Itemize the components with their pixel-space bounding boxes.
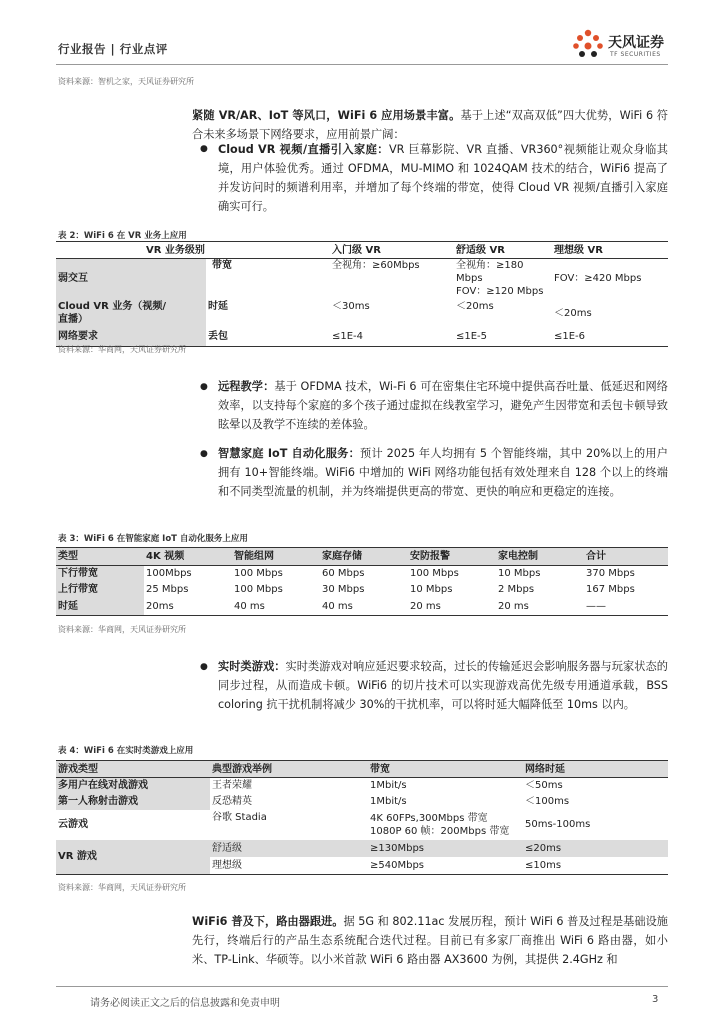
table-cell: 下行带宽: [56, 566, 144, 582]
table-cell: ＜30ms: [332, 301, 370, 312]
header-cell: 入门级 VR: [332, 244, 381, 256]
source-note: 资料来源：智机之家，天风证券研究所: [58, 77, 194, 86]
table-games: [56, 760, 668, 875]
table-cell: [368, 810, 523, 840]
table-cell: 25 Mbps: [146, 584, 189, 595]
table-cell: 时延: [208, 301, 228, 312]
table-cell: 20 ms: [498, 600, 529, 612]
table-cell: 第一人称射击游戏: [56, 794, 210, 810]
header-cell: 带宽: [370, 763, 390, 775]
table-row: [56, 810, 668, 840]
header-cell: 安防报警: [410, 551, 450, 562]
table-cell: ≥130Mbps: [368, 840, 523, 857]
table-cell: [56, 298, 206, 328]
table-cell: 40 ms: [322, 600, 353, 612]
footer-divider: [56, 986, 668, 987]
table-cell: 丢包: [208, 331, 228, 343]
table-cell: ≥540Mbps: [370, 859, 424, 871]
table-cell: 上行带宽: [56, 582, 144, 598]
table-cell: 370 Mbps: [586, 568, 635, 580]
table-cell: ＜50ms: [525, 780, 563, 792]
table-cell: [454, 259, 552, 299]
table-caption: 表 3：WiFi 6 在智能家庭 IoT 自动化服务上应用: [58, 534, 248, 544]
table-vr: [56, 241, 668, 347]
table-cell: ＜20ms: [456, 301, 494, 312]
table-cell: 100Mbps: [146, 568, 192, 580]
table-cell: ≤1E-6: [554, 331, 586, 343]
table-cell: 带宽: [212, 260, 232, 271]
table-cell: 1Mbit/s: [370, 780, 407, 792]
table-source: 资料来源：华商网，天风证券研究所: [58, 625, 186, 634]
header-divider: [56, 64, 668, 65]
bullet-dot: ●: [200, 382, 208, 392]
header-cell: VR 业务级别: [146, 244, 205, 256]
logo-name: 天风证券: [608, 35, 664, 51]
table-row: [56, 778, 668, 794]
intro-bold: 紧随 VR/AR、IoT 等风口，WiFi 6 应用场景丰富。: [192, 109, 461, 122]
table-cell: 反恐精英: [212, 796, 252, 807]
closing-bold: WiFi6 普及下，路由器跟进。: [192, 915, 344, 928]
header-cell: 家电控制: [498, 551, 538, 562]
table-cell: VR 游戏: [56, 840, 210, 875]
table-cell: 167 Mbps: [586, 584, 635, 595]
bullet-cloud-vr: [218, 140, 668, 216]
header-cell: 游戏类型: [58, 763, 98, 775]
intro-text: 基于上述“双高双低”四大优势，WiFi 6 符合未来多场景下网络要求，应用前景广阔：: [192, 109, 668, 141]
table-header-row: [56, 242, 668, 259]
bullet-text: 预计 2025 年人均拥有 5 个智能终端，其中 20%以上的用户拥有 10+智能终端。WiFi6 中增加的 WiFi 网络功能包括有效处理来自 128 个以上的终端和不同类型流量的机制，并为终端提供更高的带宽、更快的响应和更稳定的连接。: [218, 447, 668, 498]
table-cell: 60 Mbps: [322, 568, 365, 580]
table-row: [56, 794, 668, 810]
header-cell: 舒适级 VR: [456, 244, 505, 256]
table-row: [56, 566, 668, 582]
cell-line: 直播）: [58, 314, 88, 325]
table-cell: ＜20ms: [554, 307, 592, 319]
table-source: 资料来源：华商网，天风证券研究所: [58, 883, 186, 892]
table-cell: FOV：≥420 Mbps: [554, 273, 642, 284]
page-number: 3: [652, 994, 659, 1005]
cell-line: Cloud VR 业务（视频/: [58, 301, 166, 312]
footer-disclaimer: 请务必阅读正文之后的信息披露和免责申明: [90, 998, 280, 1009]
cell-line: 4K 60FPs,300Mbps 带宽: [370, 812, 488, 824]
bullet-bold: 实时类游戏：: [218, 660, 286, 673]
table-cell: ≤10ms: [525, 859, 562, 871]
table-cell: 40 ms: [234, 600, 265, 612]
table-cell: 谷歌 Stadia: [212, 811, 267, 823]
table-row: [56, 259, 668, 299]
table-row: [56, 582, 668, 598]
table-cell: ＜100ms: [525, 796, 570, 807]
table-cell: 10 Mbps: [410, 584, 453, 595]
table-source: 资料来源：华商网，天风证券研究所: [58, 345, 186, 354]
bullet-smart-home: [218, 444, 668, 501]
table-cell: ≤1E-5: [456, 331, 488, 343]
table-cell: ≤1E-4: [332, 331, 364, 343]
table-cell: 多用户在线对战游戏: [56, 778, 210, 794]
closing-paragraph: [192, 912, 668, 969]
header-cell: 理想级 VR: [554, 244, 603, 256]
table-row: [56, 298, 668, 328]
table-cell: 20 ms: [410, 600, 441, 612]
bullet-dot: ●: [200, 144, 208, 154]
intro-paragraph: [192, 106, 668, 144]
table-caption: 表 4：WiFi 6 在实时类游戏上应用: [58, 746, 194, 756]
table-cell: 网络要求: [56, 328, 206, 346]
bullet-text: VR 巨幕影院、VR 直播、VR360°视频能让观众身临其境，用户体验优秀。通过 OFDMA，MU-MIMO 和 1024QAM 技术的结合，WiFi6 提高了并发访问时的频谱利用率，并增加了每个终端的带宽，使得 Cloud VR 视频/直播引入家庭确实可行。: [218, 143, 668, 213]
table-cell: 50ms-100ms: [525, 819, 591, 830]
table-cell: 弱交互: [56, 259, 206, 299]
table-cell: 全视角：≥60Mbps: [332, 260, 420, 271]
header-cell: 类型: [58, 551, 78, 562]
table-row: [56, 840, 668, 857]
table-cell: 时延: [56, 598, 144, 616]
header-cell: 典型游戏举例: [212, 763, 272, 775]
table-cell: 1Mbit/s: [370, 796, 407, 807]
bullet-text: 基于 OFDMA 技术，Wi-Fi 6 可在密集住宅环境中提供高吞吐量、低延迟和网络效率，以支持每个家庭的多个孩子通过虚拟在线教室学习，避免产生因带宽和丢包卡顿导致眩晕以及教学不连续的差体验。: [218, 380, 668, 431]
table-cell: 10 Mbps: [498, 568, 541, 580]
bullet-bold: 智慧家庭 IoT 自动化服务：: [218, 447, 361, 460]
report-type: 行业报告 | 行业点评: [58, 42, 168, 56]
table-cell: ≤20ms: [523, 840, 668, 857]
header-cell: 4K 视频: [146, 551, 185, 562]
table-header-row: [56, 548, 668, 566]
table-cell: 理想级: [212, 859, 242, 871]
bullet-realtime-games: [218, 657, 668, 714]
table-iot: [56, 547, 668, 616]
cell-line: 全视角：≥180 Mbps: [456, 260, 524, 284]
bullet-bold: Cloud VR 视频/直播引入家庭：: [218, 143, 389, 156]
table-cell: 20ms: [146, 600, 174, 612]
table-cell: 2 Mbps: [498, 584, 535, 595]
header-cell: 智能组网: [234, 551, 274, 562]
cell-line: 1080P 60 帧：200Mbps 带宽: [370, 825, 510, 837]
bullet-dot: ●: [200, 449, 208, 459]
table-caption: 表 2：WiFi 6 在 VR 业务上应用: [58, 231, 187, 241]
tf-logo-icon: [568, 28, 606, 62]
table-row: [56, 598, 668, 616]
table-cell: 100 Mbps: [234, 568, 283, 580]
bullet-bold: 远程教学：: [218, 380, 275, 393]
table-cell: 王者荣耀: [212, 780, 252, 792]
table-cell: ——: [586, 600, 606, 612]
logo-name-en: TF SECURITIES: [610, 51, 661, 58]
bullet-dot: ●: [200, 662, 208, 672]
cell-line: FOV：≥120 Mbps: [456, 286, 544, 297]
bullet-remote-teaching: [218, 377, 668, 434]
table-cell: 云游戏: [58, 819, 88, 830]
table-cell: 100 Mbps: [410, 568, 459, 580]
table-header-row: [56, 761, 668, 778]
header-cell: 网络时延: [525, 763, 565, 775]
header-cell: 合计: [586, 551, 606, 562]
table-cell: 100 Mbps: [234, 584, 283, 595]
closing-text: 据 5G 和 802.11ac 发展历程，预计 WiFi 6 普及过程是基础设施先行，终端后行的产品生态系统配合迭代过程。目前已有多家厂商推出 WiFi 6 路由器，如小米、TP-Link、华硕等。以小米首款 WiFi 6 路由器 AX3600 为例，其提供 2.4GHz 和: [192, 915, 668, 966]
header-cell: 家庭存储: [322, 551, 362, 562]
table-cell: 舒适级: [210, 840, 368, 857]
table-cell: 30 Mbps: [322, 584, 365, 595]
bullet-text: 实时类游戏对响应延迟要求较高，过长的传输延迟会影响服务器与玩家状态的同步过程，从而造成卡顿。WiFi6 的切片技术可以实现游戏高优先级专用通道承载，BSS coloring 抗干扰机制将减少 30%的干扰机率，可以将时延大幅降低至 10ms 以内。: [218, 660, 668, 711]
